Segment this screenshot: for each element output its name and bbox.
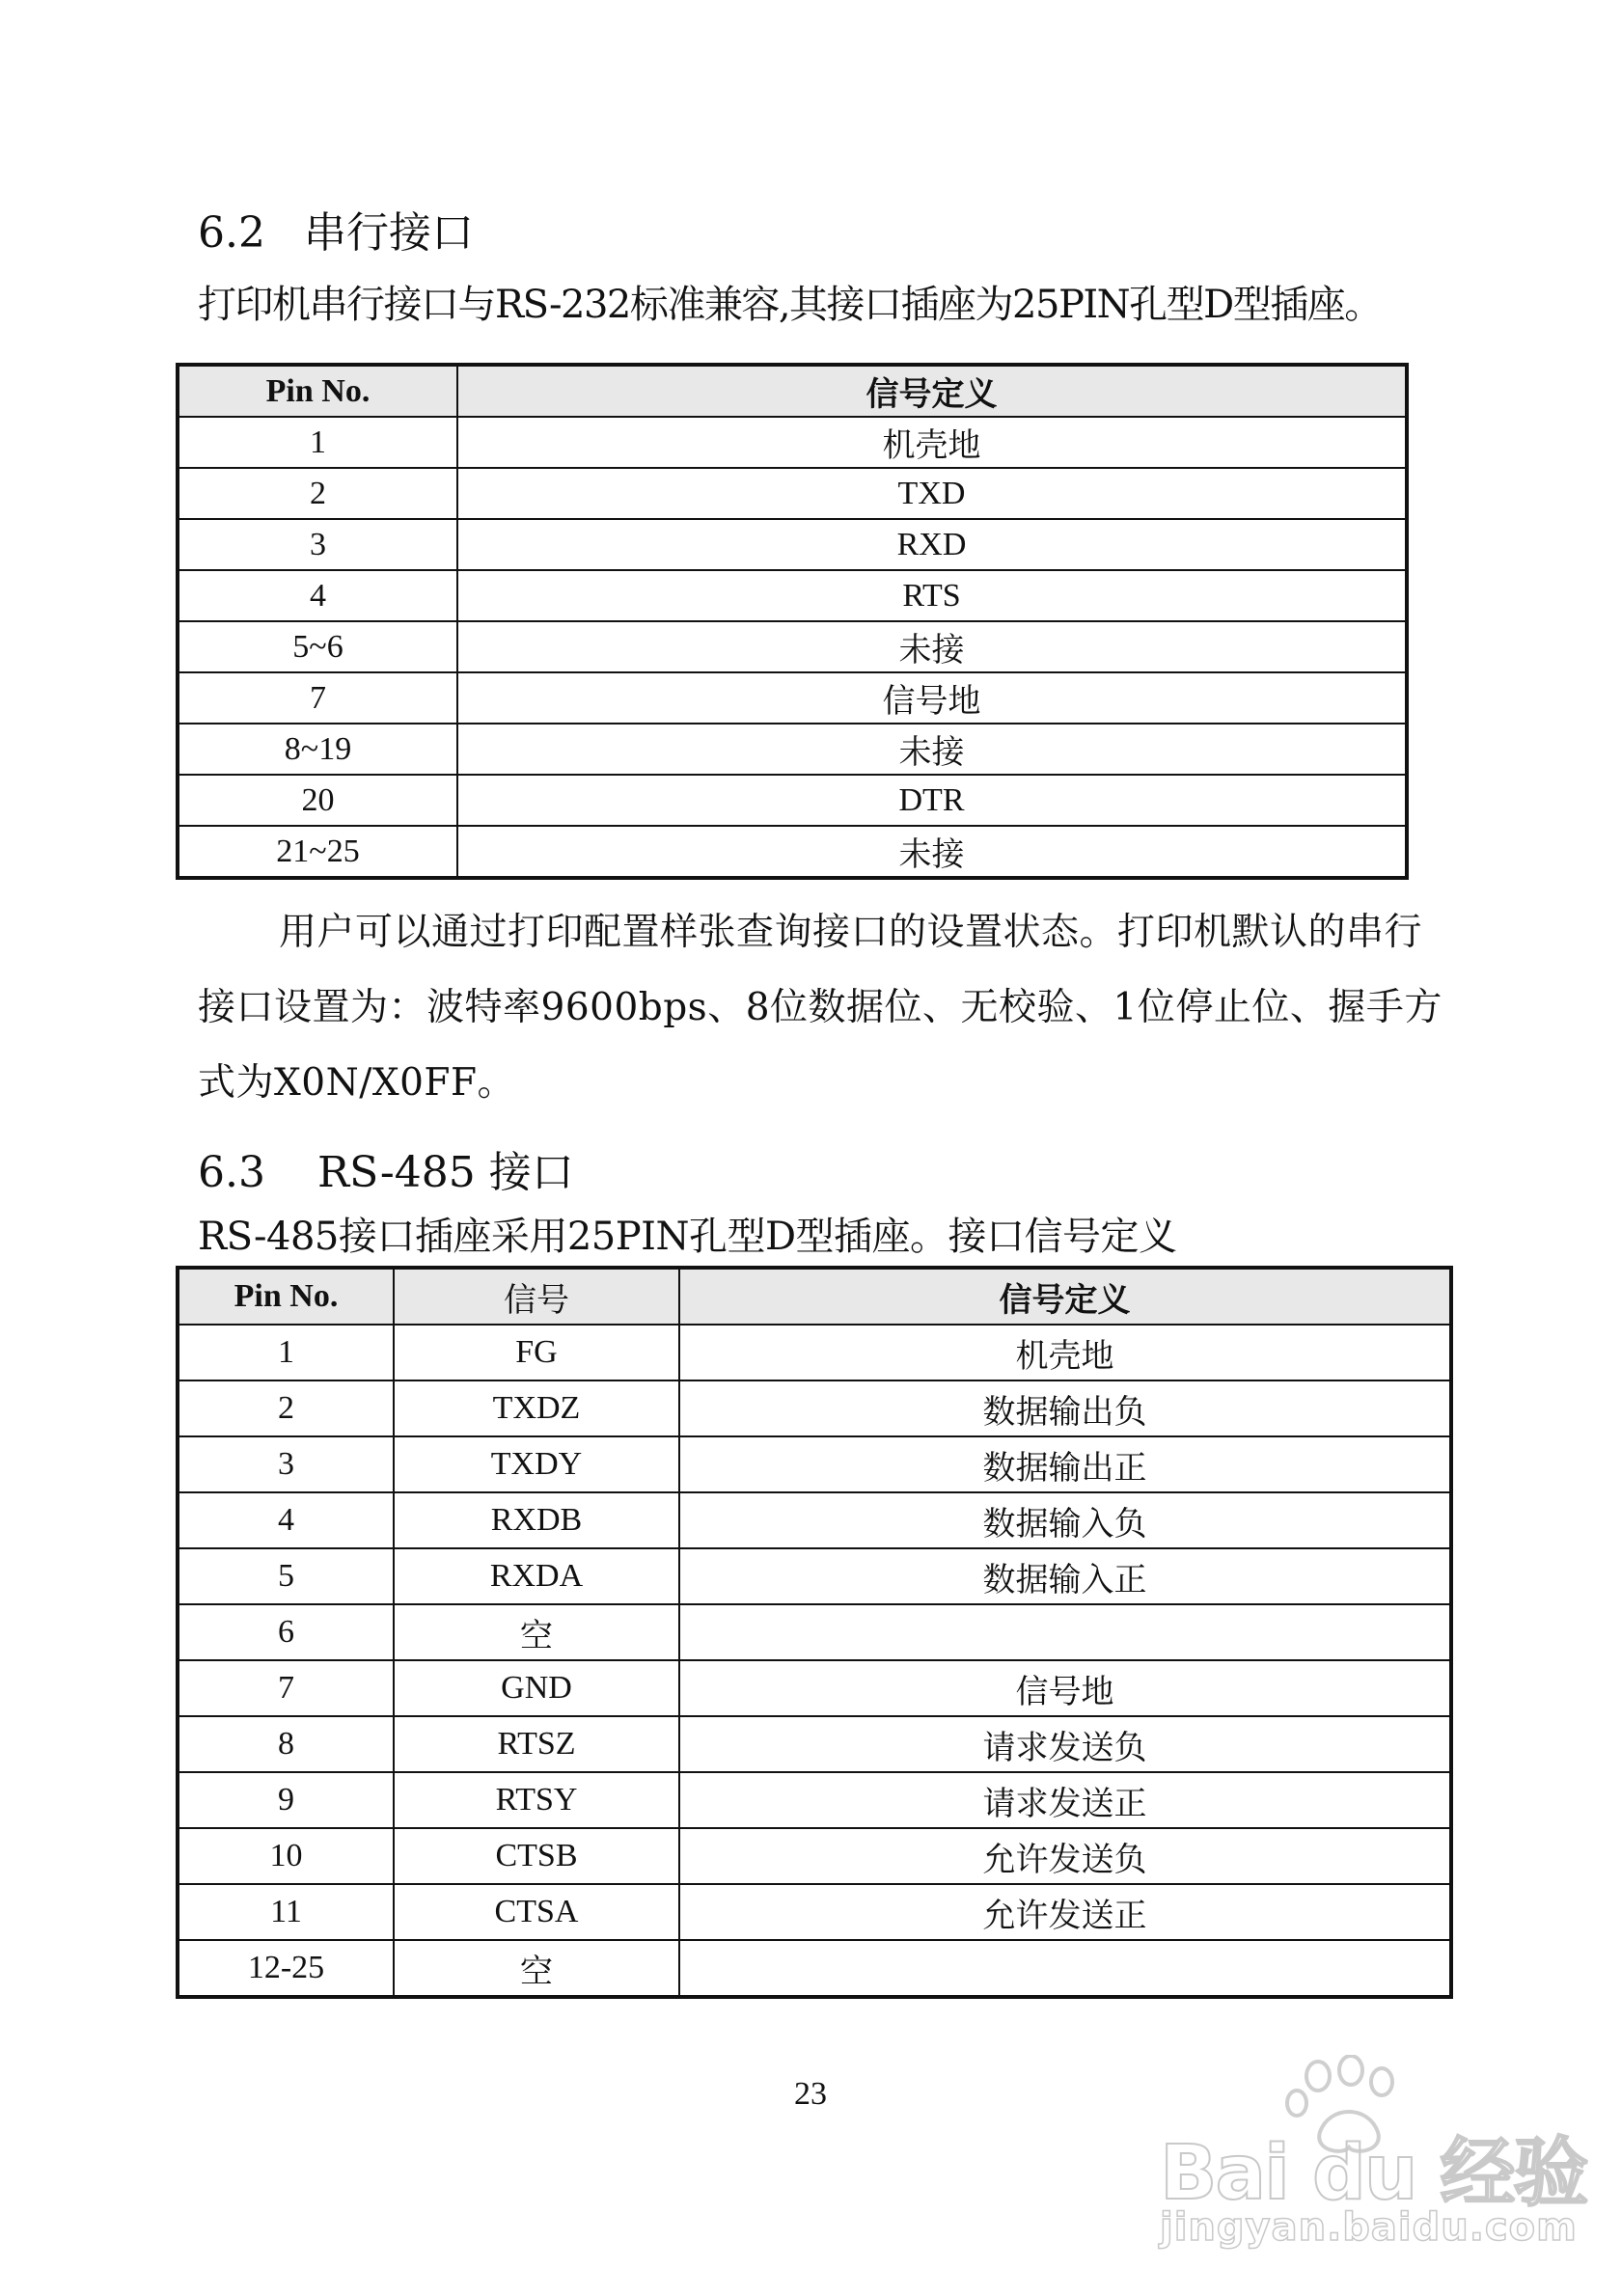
table-cell: 8 [178, 1716, 394, 1772]
section-number: 6.3 [198, 1148, 265, 1197]
table-row [178, 1940, 1451, 1997]
table-cell: 8~19 [178, 724, 457, 775]
table-row [178, 570, 1407, 621]
serial-settings-paragraph: 用户可以通过打印配置样张查询接口的设置状态。打印机默认的串行接口设置为：波特率9600bps、8位数据位、无校验、1位停止位、握手方式为X0N/X0FF。 [198, 911, 1442, 1105]
table-cell: FG [394, 1325, 679, 1380]
table-cell: 请求发送负 [679, 1716, 1451, 1772]
table-row [178, 724, 1407, 775]
table-row [178, 468, 1407, 519]
section-heading-6-2 [198, 205, 474, 262]
table-cell: 机壳地 [679, 1325, 1451, 1380]
table-cell: 5~6 [178, 621, 457, 672]
table-cell: RTSY [394, 1772, 679, 1828]
table-cell: GND [394, 1660, 679, 1716]
column-header: 信号定义 [679, 1268, 1451, 1325]
column-header: 信号定义 [457, 365, 1407, 417]
page-number: 23 [794, 2076, 827, 2112]
table-cell: 5 [178, 1548, 394, 1604]
table-cell: 请求发送正 [679, 1772, 1451, 1828]
table-cell: 空 [394, 1604, 679, 1660]
table-cell: RXD [457, 519, 1407, 570]
table-cell: 7 [178, 672, 457, 724]
table-cell: 1 [178, 1325, 394, 1380]
table-row [178, 826, 1407, 878]
table-cell: 数据输出负 [679, 1380, 1451, 1436]
table-row [178, 1828, 1451, 1884]
section-number: 6.2 [198, 208, 265, 258]
table-row [178, 1604, 1451, 1660]
table-cell: 9 [178, 1772, 394, 1828]
table-row [178, 775, 1407, 826]
table-cell: 数据输出正 [679, 1436, 1451, 1492]
table-cell: 10 [178, 1828, 394, 1884]
section-title: 串行接口 [304, 208, 474, 258]
table-cell: 4 [178, 1492, 394, 1548]
table-row [178, 1436, 1451, 1492]
table-cell: 允许发送正 [679, 1884, 1451, 1940]
rs485-pin-table [176, 1266, 1453, 1999]
table-cell [679, 1604, 1451, 1660]
table-cell: TXDZ [394, 1380, 679, 1436]
table-cell: 4 [178, 570, 457, 621]
table-row [178, 621, 1407, 672]
table-cell: CTSA [394, 1884, 679, 1940]
table-cell: DTR [457, 775, 1407, 826]
table-cell: 数据输入负 [679, 1492, 1451, 1548]
table-row [178, 1884, 1451, 1940]
table-body [178, 1325, 1451, 1997]
table-cell: 数据输入正 [679, 1548, 1451, 1604]
table-cell: 3 [178, 1436, 394, 1492]
table-cell: TXD [457, 468, 1407, 519]
table-cell: 未接 [457, 621, 1407, 672]
table-row [178, 1660, 1451, 1716]
table-cell: 12-25 [178, 1940, 394, 1997]
watermark-logo-text: Bai du 经验 [1160, 2130, 1587, 2217]
table-cell: 2 [178, 1380, 394, 1436]
table-cell: TXDY [394, 1436, 679, 1492]
section-heading-6-3 [198, 1144, 574, 1202]
table-cell: 11 [178, 1884, 394, 1940]
table-cell: 20 [178, 775, 457, 826]
section-intro-6-3: RS-485接口插座采用25PIN孔型D型插座。接口信号定义 [198, 1215, 1177, 1259]
table-cell: 未接 [457, 724, 1407, 775]
table-cell: 3 [178, 519, 457, 570]
table-cell: 允许发送负 [679, 1828, 1451, 1884]
table-cell [679, 1940, 1451, 1997]
table-header-row [178, 365, 1407, 417]
watermark-url: jingyan.baidu.com [1160, 2205, 1578, 2250]
table-cell: 机壳地 [457, 417, 1407, 468]
serial-pin-table [176, 363, 1409, 880]
table-row [178, 1325, 1451, 1380]
table-cell: 信号地 [457, 672, 1407, 724]
table-cell: 6 [178, 1604, 394, 1660]
table-cell: RXDB [394, 1492, 679, 1548]
table-cell: 2 [178, 468, 457, 519]
table-cell: 1 [178, 417, 457, 468]
table-cell: RTS [457, 570, 1407, 621]
table-row [178, 672, 1407, 724]
table-cell: 未接 [457, 826, 1407, 878]
table-cell: 21~25 [178, 826, 457, 878]
table-cell: 7 [178, 1660, 394, 1716]
column-header: Pin No. [178, 1268, 394, 1325]
section-title: RS-485 接口 [317, 1148, 574, 1197]
table-cell: CTSB [394, 1828, 679, 1884]
table-row [178, 1772, 1451, 1828]
table-header-row [178, 1268, 1451, 1325]
table-row [178, 417, 1407, 468]
table-row [178, 519, 1407, 570]
table-row [178, 1492, 1451, 1548]
table-body [178, 417, 1407, 878]
table-cell: 信号地 [679, 1660, 1451, 1716]
table-cell: RXDA [394, 1548, 679, 1604]
table-row [178, 1716, 1451, 1772]
column-header: Pin No. [178, 365, 457, 417]
section-intro-6-2: 打印机串行接口与RS-232标准兼容,其接口插座为25PIN孔型D型插座。 [198, 283, 1382, 327]
table-row [178, 1548, 1451, 1604]
table-row [178, 1380, 1451, 1436]
column-header: 信号 [394, 1268, 679, 1325]
table-cell: 空 [394, 1940, 679, 1997]
baidu-watermark [1148, 2055, 1587, 2267]
table-cell: RTSZ [394, 1716, 679, 1772]
